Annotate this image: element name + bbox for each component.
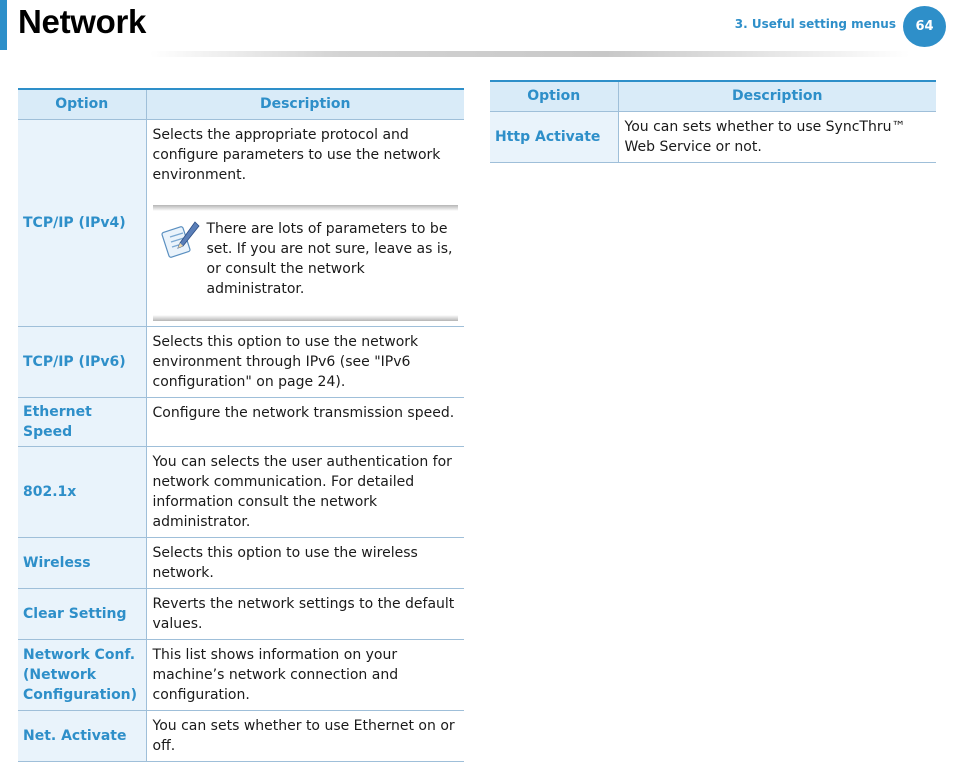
table-header-row [490,81,936,111]
option-name: Network Conf. (Network Configuration) [18,639,146,710]
option-description: Reverts the network settings to the default values. [146,588,464,639]
option-name: TCP/IP (IPv4) [18,119,146,326]
table-row [18,397,464,446]
table-header-row [18,89,464,119]
table-row [490,111,936,162]
header-divider [150,51,910,57]
table-row [18,588,464,639]
option-name: Http Activate [490,111,618,162]
option-name: Wireless [18,537,146,588]
option-description: You can sets whether to use SyncThru™ Web Service or not. [618,111,936,162]
option-description-text: Selects the appropriate protocol and configure parameters to use the network environment. [152,126,441,183]
page-title: Network [18,3,147,40]
option-name: Net. Activate [18,710,146,761]
page-number-badge: 64 [903,6,946,47]
note-pencil-icon [153,219,207,259]
table-row [18,710,464,761]
option-name: TCP/IP (IPv6) [18,326,146,397]
option-description [146,119,464,326]
table-row [18,326,464,397]
option-description: You can selects the user authentication for network communication. For detailed information consult the network administrator. [146,446,464,537]
column-header-option: Option [18,89,146,119]
table-row [18,639,464,710]
option-name: Clear Setting [18,588,146,639]
section-breadcrumb[interactable]: 3. Useful setting menus [734,17,896,31]
note-text: There are lots of parameters to be set. If you are not sure, leave as is, or consult the network administrator. [206,220,453,297]
column-header-description: Description [618,81,936,111]
table-row [18,119,464,326]
option-name: 802.1x [18,446,146,537]
header-accent-bar [0,0,7,50]
table-row [18,537,464,588]
option-description: This list shows information on your machine’s network connection and configuration. [146,639,464,710]
column-header-description: Description [146,89,464,119]
options-table-left [18,88,464,762]
option-description: Selects this option to use the network environment through IPv6 (see "IPv6 configuration" on page 24). [146,326,464,397]
column-header-option: Option [490,81,618,111]
options-table-right [490,80,936,163]
note-bottom-rule [153,315,459,321]
note-box [153,205,459,321]
option-description: You can sets whether to use Ethernet on or off. [146,710,464,761]
note-top-rule [153,205,459,211]
option-name: Ethernet Speed [18,397,146,446]
option-description: Selects this option to use the wireless network. [146,537,464,588]
option-description: Configure the network transmission speed. [146,397,464,446]
table-row [18,446,464,537]
